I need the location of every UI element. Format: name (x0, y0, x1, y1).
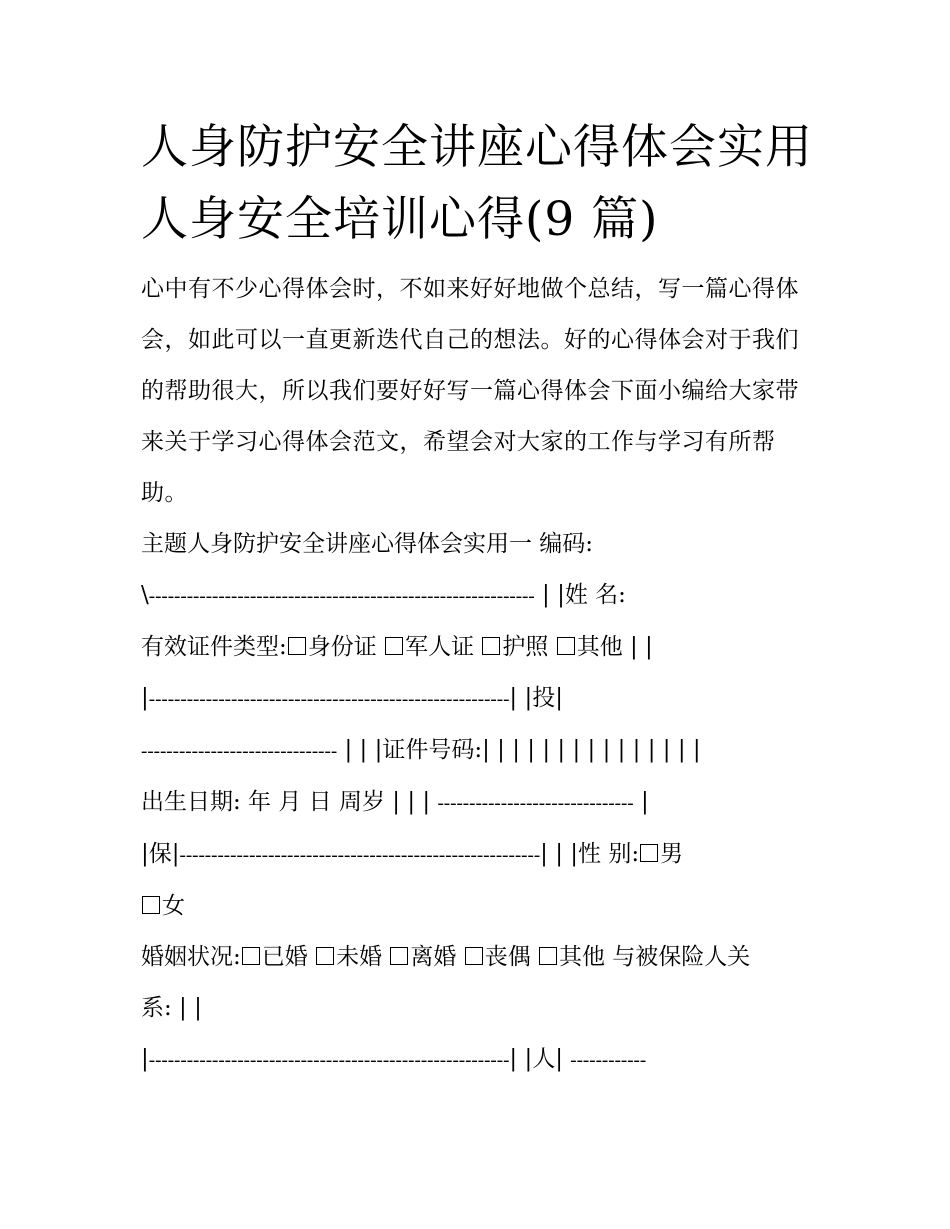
form-line-marital (141, 932, 821, 983)
line-text: \ (141, 582, 149, 608)
form-line-birthdate (141, 777, 821, 829)
birthdate-label: 出生日期: 年 月 日 周岁 | | | (141, 789, 438, 815)
dash-rule: ------------------------------- (437, 793, 634, 814)
document-page (141, 112, 821, 1086)
line-text: |保| (141, 841, 180, 867)
option-unmarried: 未婚 (336, 944, 390, 970)
name-label: | |姓 名: (534, 582, 626, 608)
id-number-label: | | |证件号码:| | | | | | | | | | | | | | | (337, 737, 701, 763)
option-id-card: 身份证 (307, 634, 385, 660)
line-text: | (633, 789, 649, 815)
checkbox-icon (385, 637, 403, 655)
option-married: 已婚 (261, 944, 316, 970)
intro-paragraph: 心中有不少心得体会时，不如来好好地做个总结，写一篇心得体会，如此可以一直更新迭代自己的想法。好的心得体会对于我们的帮助很大，所以我们要好好写一篇心得体会下面小编给大家带来关于学习心得体会范文，希望会对大家的工作与学习有所帮助。 (141, 276, 799, 506)
checkbox-icon (557, 637, 575, 655)
line-text: | |投| (509, 685, 563, 711)
checkbox-icon (242, 947, 260, 965)
id-type-label: 有效证件类型: (141, 634, 287, 660)
marital-label: 婚姻状况: (141, 944, 241, 970)
dash-rule: --------------------------------------------------------- (148, 689, 510, 710)
option-other-relation: 其他 与被保险人关 (559, 944, 751, 970)
option-military-card: 军人证 (405, 634, 482, 660)
option-passport: 护照 (502, 634, 556, 660)
form-line-id-type (141, 622, 821, 673)
dash-rule: --------------------------------------------------------- (179, 845, 541, 866)
dash-rule: ------------------------------- (141, 741, 338, 762)
checkbox-icon (539, 947, 557, 965)
dash-rule: --------------------------------------------------------- (148, 1050, 510, 1071)
form-line-gender-female (141, 881, 821, 932)
checkbox-icon (288, 637, 306, 655)
line-text: | (141, 1046, 149, 1072)
line-text: | |人| (509, 1046, 571, 1072)
form-line-gender (141, 829, 821, 881)
dash-rule: ------------------------------------------------------------- (148, 586, 535, 607)
option-male: 男 (660, 841, 684, 867)
option-female: 女 (162, 893, 185, 919)
form-line-topic (141, 519, 821, 570)
form-line-insured (141, 673, 821, 725)
checkbox-icon (465, 947, 483, 965)
option-widowed: 丧偶 (484, 944, 538, 970)
checkbox-icon (640, 844, 658, 862)
option-divorced: 离婚 (410, 944, 464, 970)
checkbox-icon (316, 947, 334, 965)
topic-text: 主题人身防护安全讲座心得体会实用一 编码: (141, 531, 594, 557)
relation-text: 系: | | (141, 995, 202, 1021)
option-other: 其他 | | (576, 634, 653, 660)
checkbox-icon (390, 947, 408, 965)
checkbox-icon (482, 637, 500, 655)
form-line-relation (141, 983, 821, 1034)
checkbox-icon (142, 896, 160, 914)
line-text: | (141, 685, 149, 711)
dash-rule: ------------ (570, 1050, 647, 1071)
form-line-name (141, 570, 821, 622)
form-line-person (141, 1034, 821, 1086)
gender-label: | | |性 别: (540, 841, 640, 867)
document-title: 人身防护安全讲座心得体会实用 人身安全培训心得(9 篇) (141, 120, 813, 247)
form-line-id-number (141, 725, 821, 777)
